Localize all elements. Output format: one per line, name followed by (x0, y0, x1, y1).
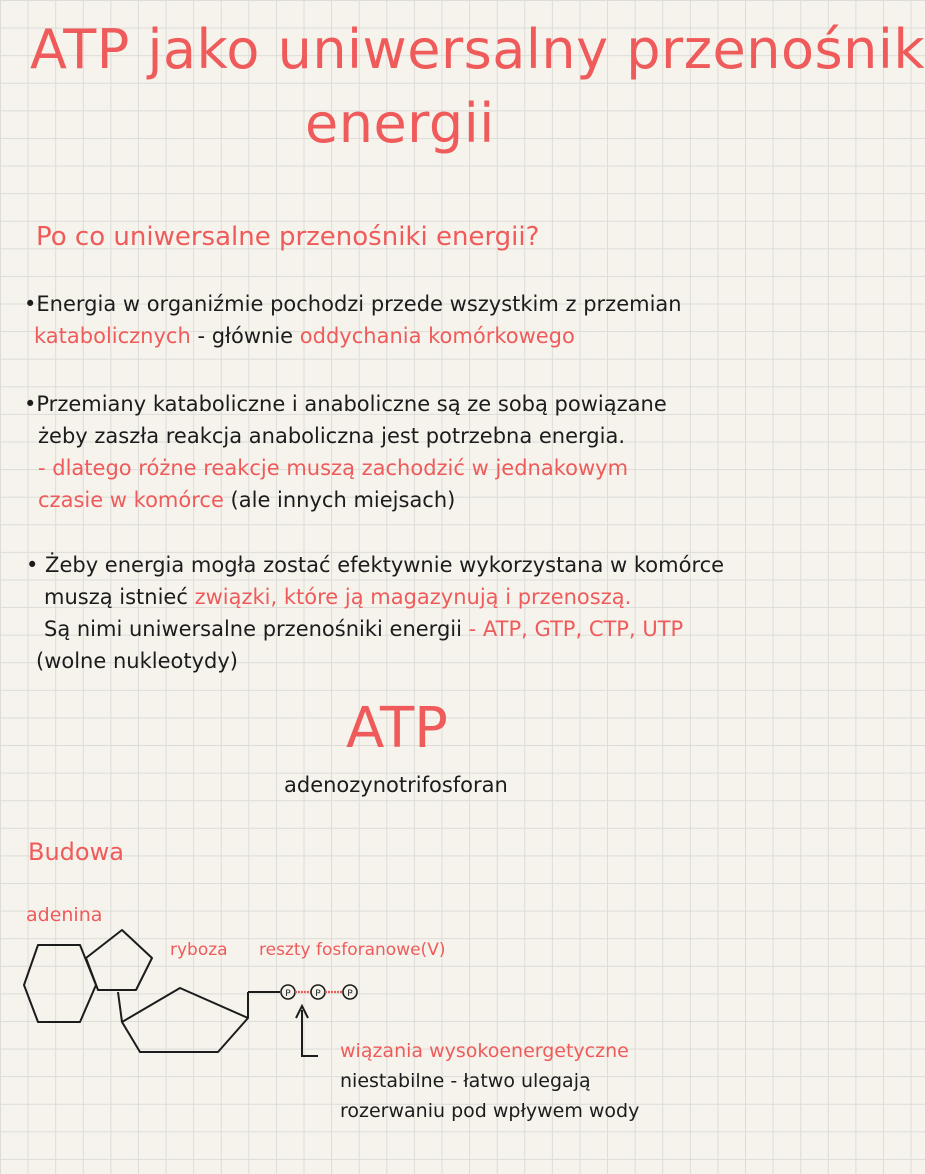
adenine-pentagon (86, 930, 152, 990)
phosphate-label-3: P (347, 989, 353, 999)
p3-line4: (wolne nukleotydy) (36, 649, 238, 673)
bonds-desc-line2: rozerwaniu pod wpływem wody (340, 1100, 640, 1122)
label-phosphates: reszty fosforanowe(V) (259, 940, 446, 960)
p1-term-katabolicznych: katabolicznych (34, 324, 191, 348)
p2-line3: - dlatego różne reakcje muszą zachodzić w jednakowym (38, 456, 629, 480)
p3-red-text: związki, które ją magazynują i przenoszą. (194, 585, 632, 609)
p2-text: (ale innych miejsach) (223, 488, 456, 512)
p2-line2: żeby zaszła reakcja anaboliczna jest potrzebna energia. (38, 424, 626, 448)
p2-red-text: czasie w komórce (38, 488, 224, 512)
atp-full-name: adenozynotrifosforan (284, 773, 508, 797)
p1-text: - głównie (190, 324, 300, 348)
p1-term-oddychania: oddychania komórkowego (299, 324, 575, 348)
p2-line1: •Przemiany kataboliczne i anaboliczne są ze sobą powiązane (24, 392, 667, 416)
page-title-line1: ATP jako uniwersalny przenośnik (30, 18, 925, 81)
p3-text-2: Są nimi uniwersalne przenośniki energii (44, 617, 469, 641)
phosphate-label-2: P (315, 989, 321, 999)
label-high-energy-bonds: wiązania wysokoenergetyczne (340, 1040, 629, 1062)
bonds-desc-line1: niestabilne - łatwo ulegają (340, 1070, 591, 1092)
page-title-line2: energii (305, 92, 495, 155)
p3-line1: • Żeby energia mogła zostać efektywnie wykorzystana w komórce (26, 553, 725, 577)
label-adenine: adenina (26, 904, 103, 926)
bond-arrow (296, 1006, 318, 1056)
section-question: Po co uniwersalne przenośniki energii? (36, 222, 540, 252)
p3-nucleotides: - ATP, GTP, CTP, UTP (468, 617, 684, 641)
label-ribose: ryboza (170, 940, 228, 960)
ribose-ring (122, 988, 248, 1052)
atp-heading: ATP (346, 696, 448, 761)
phosphate-label-1: P (285, 989, 291, 999)
p1-line1: •Energia w organiźmie pochodzi przede wszystkim z przemian (24, 292, 682, 316)
p3-text: muszą istnieć (44, 585, 195, 609)
adenine-hexagon (24, 945, 96, 1022)
structure-heading: Budowa (28, 838, 124, 866)
phosphate-group (281, 985, 357, 999)
